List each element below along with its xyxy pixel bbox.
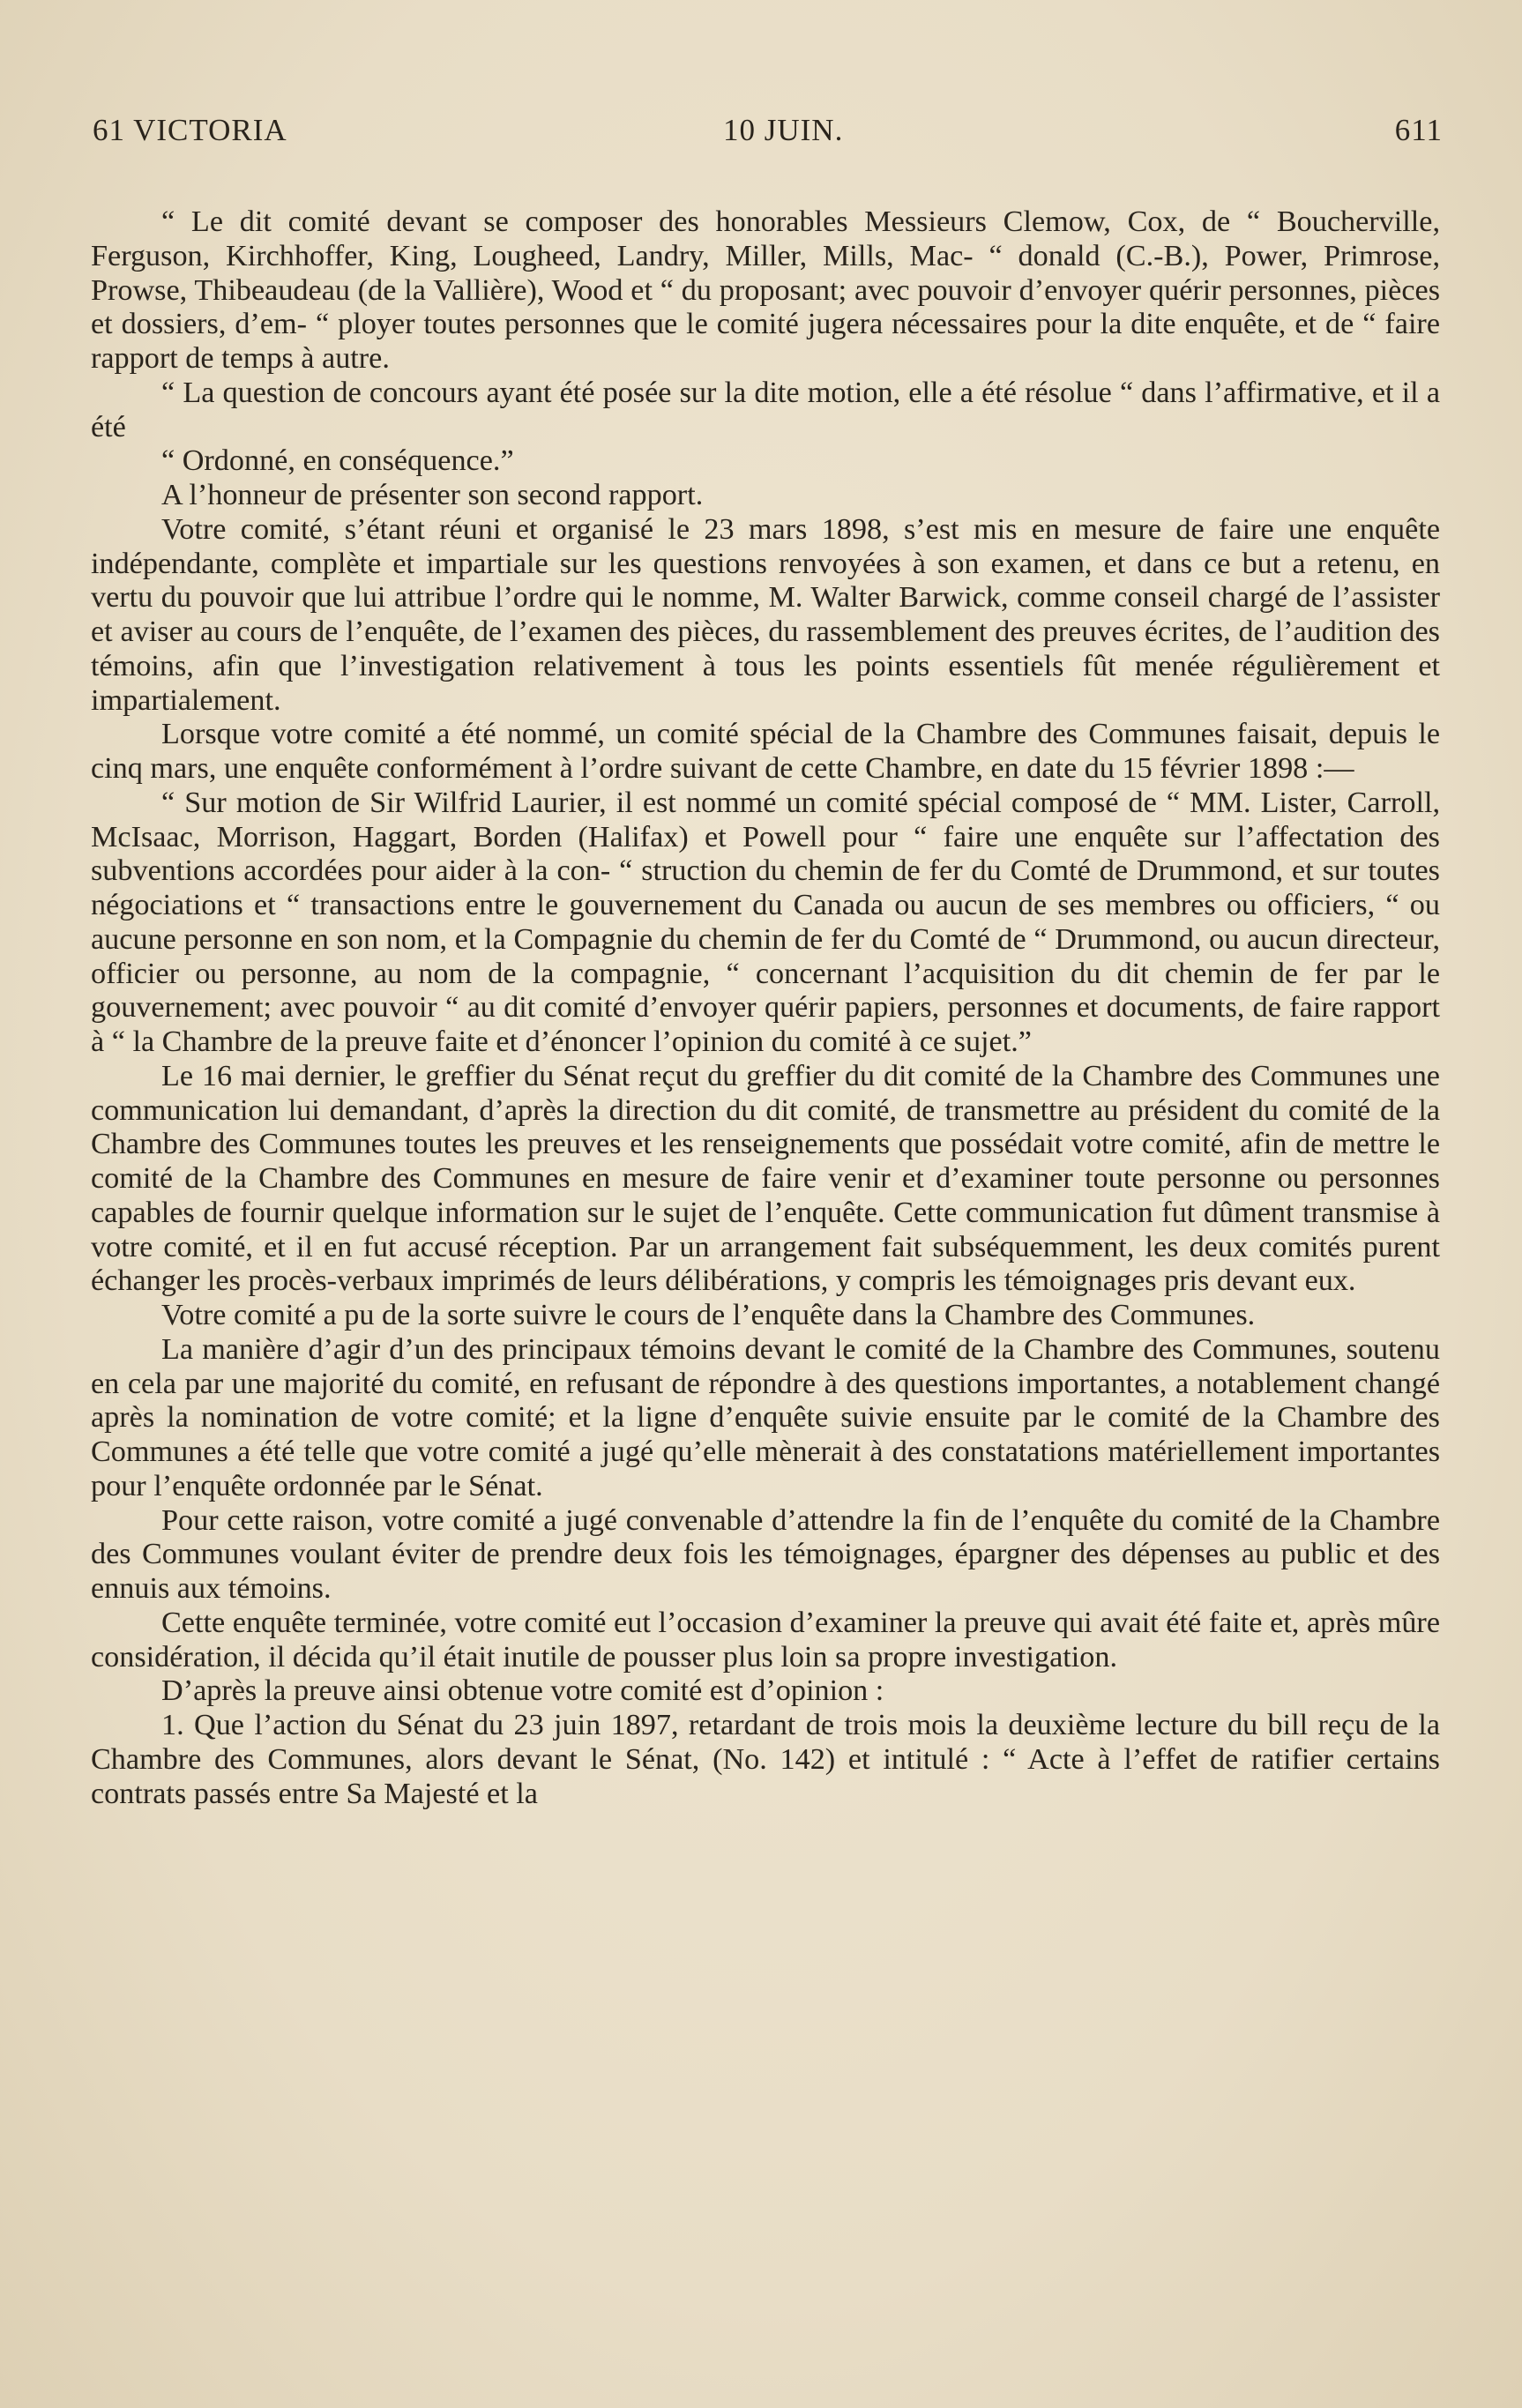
paragraph: D’après la preuve ainsi obtenue votre comité est d’opinion : [161, 1674, 884, 1708]
paragraph: Le 16 mai dernier, le greffier du Sénat reçut du greffier du dit comité de la Chambre des Communes une communication lui demandant, d’après la direction du dit comité, de transmettre au président du comité de la Chambre des Communes toutes les preuves et les renseignements que possédait votre comité, afin de mettre le comité de la Chambre des Communes en mesure de faire venir et d’examiner toute personne ou personnes capables de fournir quelque information sur le sujet de l’enquête. Cette communication fut dûment transmise à votre comité, et il en fut accusé réception. Par un arrangement fait subséquemment, les deux comités purent échanger les procès-verbaux imprimés de leurs délibérations, y compris les témoignages pris devant eux. [91, 1059, 1440, 1298]
paragraph: “ La question de concours ayant été posée sur la dite motion, elle a été résolue “ dans l’affirmative, et il a été [91, 376, 1440, 444]
running-header [93, 113, 1443, 152]
header-date: 10 JUIN. [723, 113, 844, 147]
paragraph: Lorsque votre comité a été nommé, un comité spécial de la Chambre des Communes faisait, depuis le cinq mars, une enquête conformément à l’ordre suivant de cette Chambre, en date du 15 février 1898 :— [91, 718, 1440, 785]
paragraph: “ Le dit comité devant se composer des honorables Messieurs Clemow, Cox, de “ Boucherville, Ferguson, Kirchhoffer, King, Lougheed, Landry, Miller, Mills, Mac- “ donald (C.-B.), Power, Primrose, Prowse, Thibeaudeau (de la Vallière), Wood et “ du proposant; avec pouvoir d’envoyer quérir personnes, pièces et dossiers, d’em- “ ployer toutes personnes que le comité jugera nécessaires pour la dite enquête, et de “ faire rapport de temps à autre. [91, 205, 1440, 375]
page-number: 611 [1394, 113, 1443, 147]
paragraph: Votre comité a pu de la sorte suivre le cours de l’enquête dans la Chambre des Communes. [161, 1299, 1256, 1331]
paragraph: Cette enquête terminée, votre comité eut l’occasion d’examiner la preuve qui avait été faite et, après mûre considération, il décida qu’il était inutile de pousser plus loin sa propre investigation. [91, 1606, 1440, 1674]
paragraph: La manière d’agir d’un des principaux témoins devant le comité de la Chambre des Communes, soutenu en cela par une majorité du comité, en refusant de répondre à des questions importantes, a notablement changé après la nomination de votre comité; et la ligne d’enquête suivie ensuite par le comité de la Chambre des Communes a été telle que votre comité a jugé qu’elle mènerait à des constatations matériellement importantes pour l’enquête ordonnée par le Sénat. [91, 1332, 1440, 1502]
body-text [91, 205, 1440, 1811]
paragraph: A l’honneur de présenter son second rapport. [161, 479, 704, 511]
paragraph: 1. Que l’action du Sénat du 23 juin 1897, retardant de trois mois la deuxième lecture du bill reçu de la Chambre des Communes, alors devant le Sénat, (No. 142) et intitulé : “ Acte à l’effet de ratifier certains contrats passés entre Sa Majesté et la [91, 1709, 1440, 1810]
paragraph: “ Sur motion de Sir Wilfrid Laurier, il est nommé un comité spécial composé de “ MM. Lister, Carroll, McIsaac, Morrison, Haggart, Borden (Halifax) et Powell pour “ faire une enquête sur l’affectation des subventions accordées pour aider à la con- “ struction du chemin de fer du Comté de Drummond, et sur toutes négociations et “ transactions entre le gouvernement du Canada ou aucun de ses membres ou officiers, “ ou aucune personne en son nom, et la Compagnie du chemin de fer du Comté de “ Drummond, ou aucun directeur, officier ou personne, au nom de la compagnie, “ concernant l’acquisition du dit chemin de fer par le gouvernement; avec pouvoir “ au dit comité d’envoyer quérir papiers, personnes et documents, de faire rapport à “ la Chambre de la preuve faite et d’énoncer l’opinion du comité à ce sujet.” [91, 786, 1440, 1058]
header-left: 61 VICTORIA [93, 113, 287, 147]
paragraph: Votre comité, s’étant réuni et organisé le 23 mars 1898, s’est mis en mesure de faire une enquête indépendante, complète et impartiale sur les questions renvoyées à son examen, et dans ce but a retenu, en vertu du pouvoir que lui attribue l’ordre qui le nomme, M. Walter Barwick, comme conseil chargé de l’assister et aviser au cours de l’enquête, de l’examen des pièces, du rassemblement des preuves écrites, de l’audition des témoins, afin que l’investigation relativement à tous les points essentiels fût menée régulièrement et impartialement. [91, 512, 1440, 717]
paragraph: “ Ordonné, en conséquence.” [161, 444, 514, 478]
paragraph: Pour cette raison, votre comité a jugé convenable d’attendre la fin de l’enquête du comité de la Chambre des Communes voulant éviter de prendre deux fois les témoignages, épargner des dépenses au public et des ennuis aux témoins. [91, 1503, 1440, 1605]
